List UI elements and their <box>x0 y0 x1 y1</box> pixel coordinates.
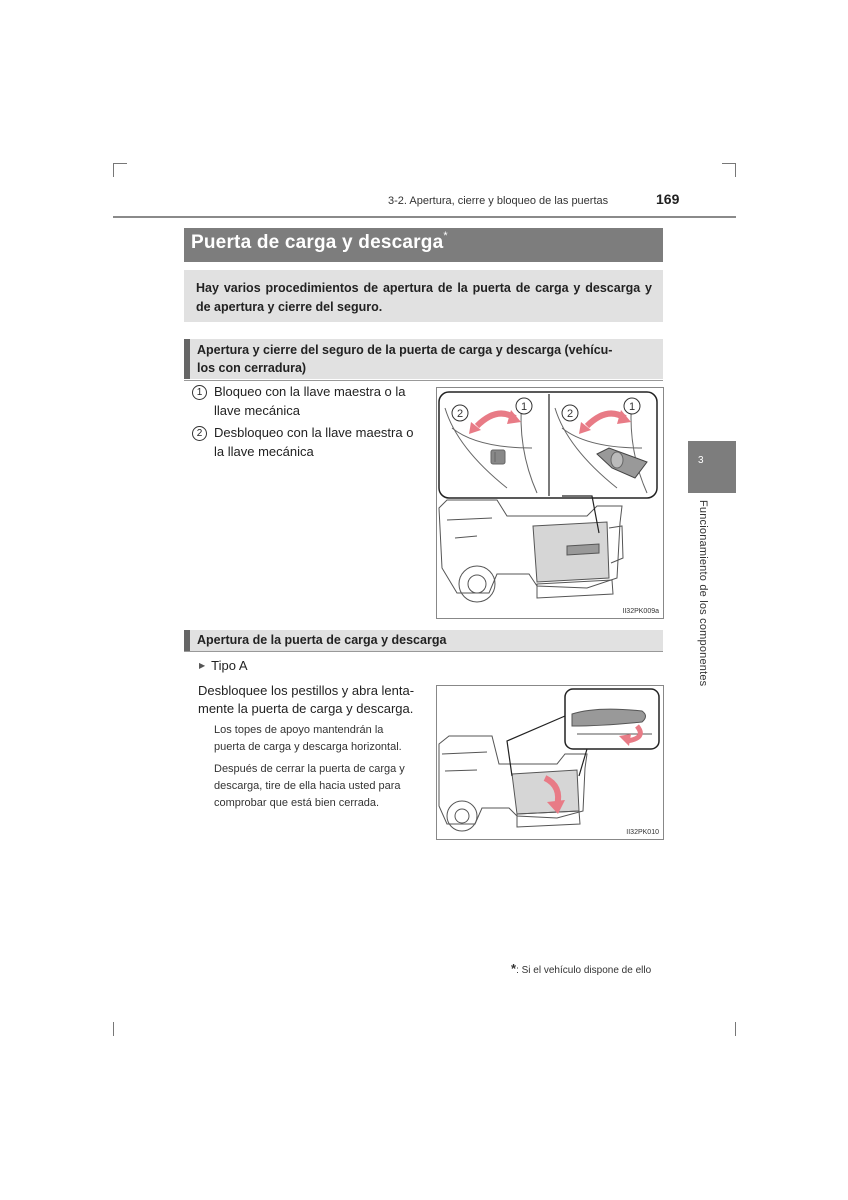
callout-number: 1 <box>628 401 636 413</box>
list-item-unlock <box>192 423 413 443</box>
circled-number: 1 <box>192 385 207 400</box>
figure-code: II32PK010 <box>626 829 659 836</box>
section-heading-line: los con cerradura) <box>197 361 307 375</box>
section-bar <box>184 339 190 379</box>
crop-mark <box>722 163 736 164</box>
section-bar <box>184 630 190 651</box>
note-text-line: puerta de carga y descarga horizontal. <box>214 741 402 753</box>
circled-number: 2 <box>192 426 207 441</box>
title-asterisk: * <box>443 230 448 242</box>
figure-code: II32PK009a <box>622 608 659 615</box>
type-label-text: Tipo A <box>211 658 248 673</box>
page-title-bar <box>184 228 663 262</box>
callout-number: 1 <box>520 401 528 413</box>
crop-mark <box>113 163 127 164</box>
figure-tailgate-open <box>436 685 664 840</box>
key-lock-illustration <box>437 388 663 618</box>
note-text-line: Los topes de apoyo mantendrán la <box>214 724 384 736</box>
note-text-line: Después de cerrar la puerta de carga y <box>214 763 405 775</box>
footnote-asterisk: * <box>511 961 517 976</box>
chapter-number: 3 <box>698 455 704 466</box>
list-item-unlock-cont: la llave mecánica <box>214 444 314 459</box>
crop-mark <box>113 163 114 177</box>
chapter-tab <box>688 441 736 493</box>
list-item-lock <box>192 382 406 402</box>
note-text-line: comprobar que está bien cerrada. <box>214 797 380 809</box>
crop-mark <box>113 1022 114 1036</box>
section-heading-lock <box>184 339 663 379</box>
triangle-bullet-icon: ▶ <box>199 661 206 670</box>
running-header: 3-2. Apertura, cierre y bloqueo de las puertas <box>388 195 609 207</box>
figure-key-lock <box>436 387 664 619</box>
page-title <box>191 232 448 254</box>
note-text-line: descarga, tire de ella hacia usted para <box>214 780 401 792</box>
section-rule <box>184 651 663 652</box>
callout-number: 2 <box>456 408 464 420</box>
body-text-line: mente la puerta de carga y descarga. <box>198 701 414 716</box>
body-text-line: Desbloquee los pestillos y abra lenta- <box>198 683 415 698</box>
crop-mark <box>735 1022 736 1036</box>
section-heading-open <box>184 630 663 651</box>
list-item-lock-cont: llave mecánica <box>214 403 300 418</box>
page-title-text: Puerta de carga y descarga <box>191 232 444 253</box>
intro-text: Hay varios procedimientos de apertura de la puerta de carga y descarga y de apertura y cierre del seguro. <box>196 281 652 314</box>
callout-number: 2 <box>566 408 574 420</box>
page-number: 169 <box>656 191 680 207</box>
section-rule <box>184 380 663 381</box>
footnote <box>511 961 651 976</box>
list-item-text: Desbloqueo con la llave maestra o <box>214 425 414 440</box>
section-heading-text: Apertura de la puerta de carga y descarga <box>197 633 447 647</box>
chapter-label: Funcionamiento de los componentes <box>697 500 709 687</box>
list-item-text: Bloqueo con la llave maestra o la <box>214 384 406 399</box>
footnote-text: : Si el vehículo dispone de ello <box>516 965 652 976</box>
header-rule <box>113 216 736 218</box>
intro-box <box>184 270 663 322</box>
tailgate-open-illustration <box>437 686 663 839</box>
section-heading-line: Apertura y cierre del seguro de la puerta de carga y descarga (vehícu- <box>197 343 613 357</box>
type-label <box>199 656 248 675</box>
crop-mark <box>735 163 736 177</box>
